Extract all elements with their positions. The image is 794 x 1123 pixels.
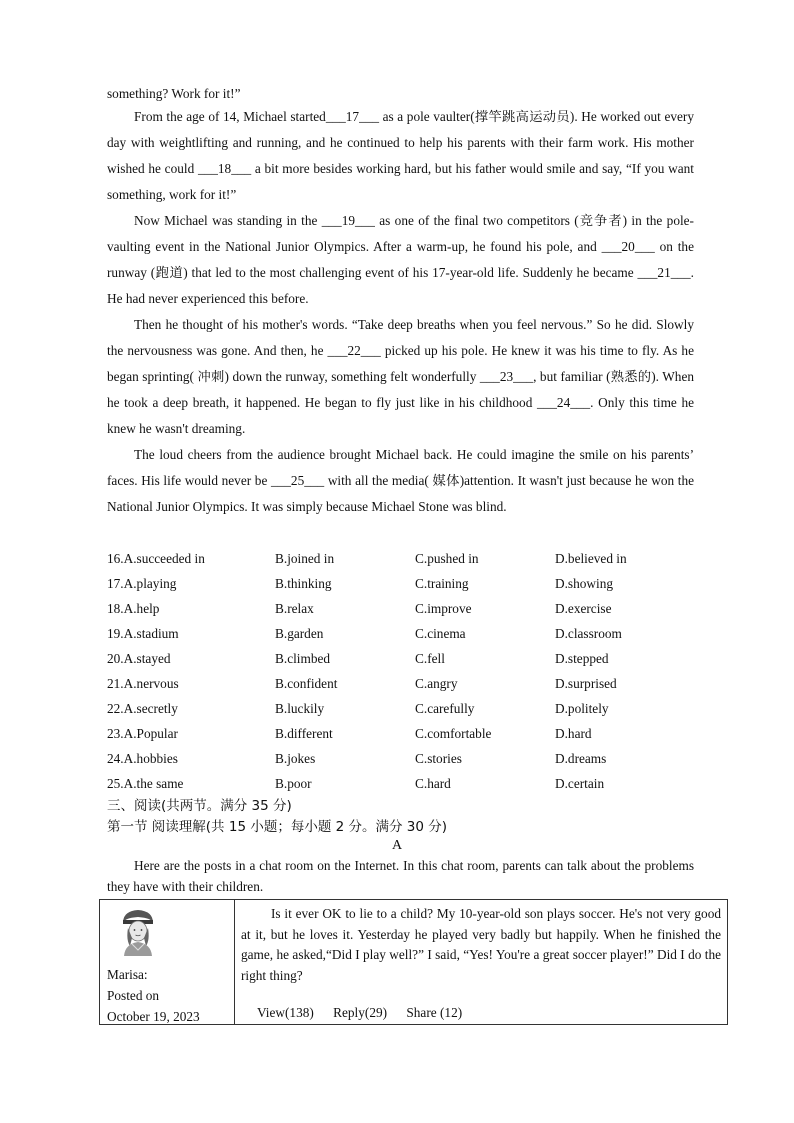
option-18-d: D.exercise [555,601,612,616]
option-20-a: 20.A.stayed [107,651,171,666]
post-stats [257,1005,478,1021]
option-23-b: B.different [275,726,333,741]
option-18-b: B.relax [275,601,314,616]
question-18-options [107,596,694,621]
post-text: Is it ever OK to lie to a child? My 10-year-old son plays soccer. He's not very good at it, but he loves it. Yesterday he played very badly but happily. When he finished the game, he asked,“Did I play well?” I said, “Yes! You're a great soccer player!” Did I do the right thing? [241,906,721,983]
question-22-options [107,696,694,721]
option-24-c: C.stories [415,751,462,766]
avatar [114,904,162,956]
option-21-b: B.confident [275,676,338,691]
question-21-options [107,671,694,696]
section-title: 三、阅读(共两节。满分 35 分) [107,798,292,814]
option-24-b: B.jokes [275,751,316,766]
question-23-options [107,721,694,746]
post-content-cell [235,900,728,1025]
option-23-c: C.comfortable [415,726,492,741]
option-19-a: 19.A.stadium [107,626,179,641]
post-meta [107,964,200,1027]
option-23-d: D.hard [555,726,592,741]
option-20-c: C.fell [415,651,445,666]
option-25-d: D.certain [555,776,605,791]
option-17-c: C.training [415,576,469,591]
option-24-d: D.dreams [555,751,607,766]
option-21-c: C.angry [415,676,458,691]
post-author-cell [100,900,235,1025]
question-24-options [107,746,694,771]
post-date: October 19, 2023 [107,1009,200,1024]
passage-paragraph-1: From the age of 14, Michael started___17___ as a pole vaulter(撑竿跳高运动员). He worked out every day with weightlifting and running, and he continued to help his parents with their farm work. His mother wished he could ___18___ a bit more besides working hard, but his father would smile and say, “If you want something, work for it!” [107,109,694,202]
option-22-a: 22.A.secretly [107,701,178,716]
option-19-d: D.classroom [555,626,622,641]
chat-intro: Here are the posts in a chat room on the Internet. In this chat room, parents can talk about the problems they have with their children. [107,858,694,894]
question-17-options [107,571,694,596]
option-17-b: B.thinking [275,576,332,591]
passage-paragraph-3: Then he thought of his mother's words. “Take deep breaths when you feel nervous.” So he did. Slowly the nervousness was gone. And then, he ___22___ picked up his pole. He knew it was his time to fly. As he began sprinting( 冲刺) down the runway, something felt wonderfully ___23___, but familiar (熟悉的). When he took a deep breath, it happened. He began to fly just like in his childhood ___24___. Only this time he knew he wasn't dreaming. [107,317,694,436]
reply-count[interactable]: Reply(29) [333,1005,388,1020]
question-20-options [107,646,694,671]
post-author: Marisa: [107,967,148,982]
option-16-a: 16.A.succeeded in [107,551,205,566]
option-16-d: D.believed in [555,551,627,566]
option-25-c: C.hard [415,776,451,791]
passage-paragraph-2: Now Michael was standing in the ___19___ as one of the final two competitors (竞争者) in the pole-vaulting event in the National Junior Olympics. After a warm-up, he found his pole, and ___20___ on the runway (跑道) that led to the most challenging event of his 17-year-old life. Suddenly he became ___21___. He had never experienced this before. [107,213,694,306]
passage-letter: A [392,838,403,853]
option-21-d: D.surprised [555,676,617,691]
question-16-options [107,546,694,571]
option-16-c: C.pushed in [415,551,479,566]
chat-post [99,899,728,1025]
option-20-b: B.climbed [275,651,331,666]
option-16-b: B.joined in [275,551,335,566]
posted-label: Posted on [107,988,160,1003]
option-19-c: C.cinema [415,626,466,641]
section-subtitle: 第一节 阅读理解(共 15 小题；每小题 2 分。满分 30 分) [107,819,448,835]
option-20-d: D.stepped [555,651,609,666]
view-count[interactable]: View(138) [257,1005,314,1020]
option-19-b: B.garden [275,626,324,641]
option-22-b: B.luckily [275,701,325,716]
option-18-a: 18.A.help [107,601,160,616]
option-18-c: C.improve [415,601,472,616]
share-count[interactable]: Share (12) [406,1005,463,1020]
option-22-c: C.carefully [415,701,475,716]
passage-line-0: something? Work for it!” [107,86,241,101]
option-21-a: 21.A.nervous [107,676,179,691]
option-25-b: B.poor [275,776,312,791]
passage-paragraph-4: The loud cheers from the audience brought Michael back. He could imagine the smile on his parents’ faces. His life would never be ___25___ with all the media( 媒体)attention. It wasn't just because he won the National Junior Olympics. It was simply because Michael Stone was blind. [107,447,694,514]
option-25-a: 25.A.the same [107,776,184,791]
option-22-d: D.politely [555,701,609,716]
question-25-options [107,771,694,796]
option-17-d: D.showing [555,576,613,591]
option-17-a: 17.A.playing [107,576,177,591]
option-23-a: 23.A.Popular [107,726,178,741]
option-24-a: 24.A.hobbies [107,751,178,766]
question-19-options [107,621,694,646]
